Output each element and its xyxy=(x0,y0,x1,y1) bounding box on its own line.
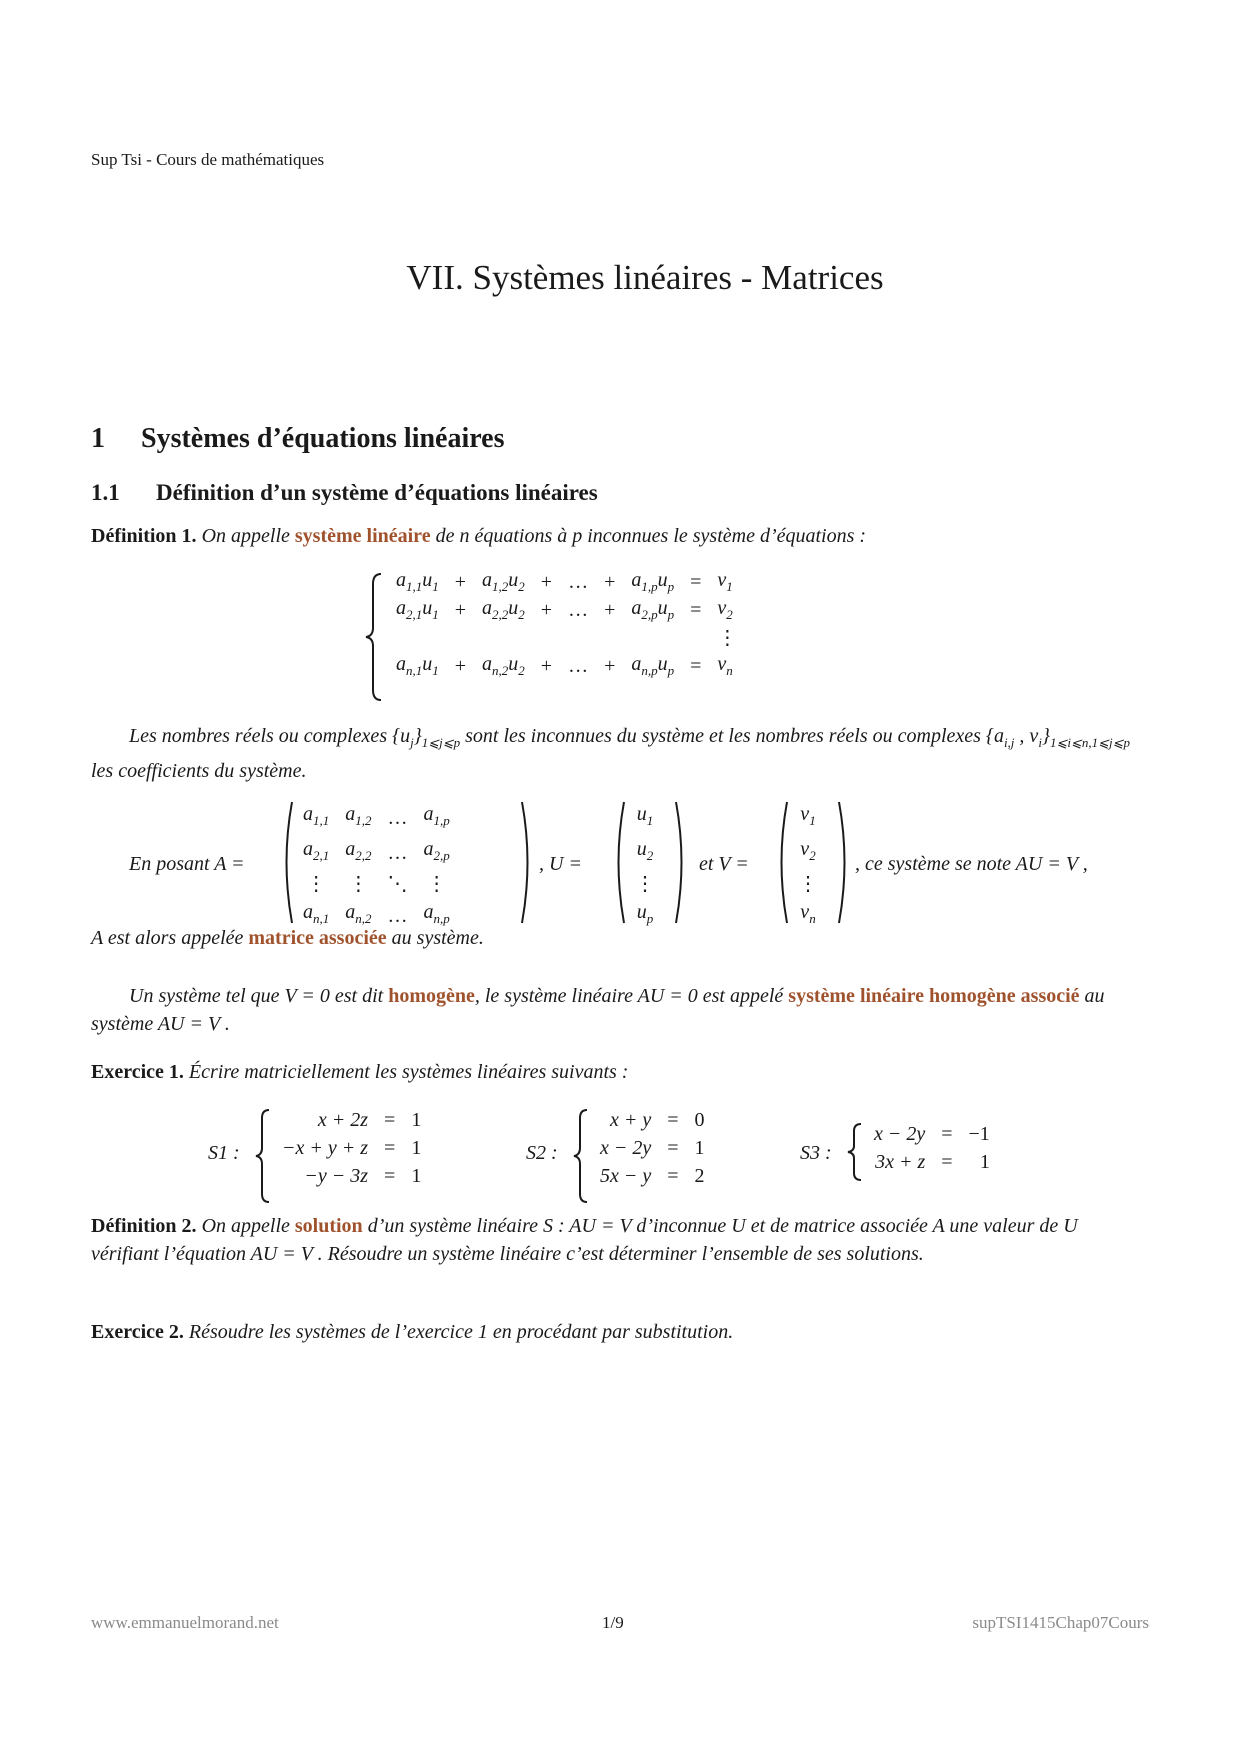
section-number: 1 xyxy=(91,423,105,454)
term-a11u1: $a_{1,1}u_1$ xyxy=(396,569,439,594)
definition-2: Définition 2. On appelle solution d’un système linéaire S : AU = V d’inconnue U et de matrice associée A une valeur de U vérifiant l’équation AU = V . Résoudre un système linéaire c’est déterminer l’ensemble de ses solutions. xyxy=(91,1215,1078,1265)
subsection-heading xyxy=(91,480,598,506)
exercise-label: Exercice 2. xyxy=(91,1321,184,1343)
term-a1pup: $a_{1,p}u_p$ xyxy=(631,569,675,594)
keyword-homogene: homogène xyxy=(388,985,475,1007)
exercise-1: Exercice 1. Écrire matriciellement les systèmes linéaires suivants : xyxy=(91,1061,629,1083)
section-title: Systèmes d’équations linéaires xyxy=(141,423,505,454)
subsection-title: Définition d’un système d’équations linéaires xyxy=(156,480,598,505)
system-row-2: $a_{2,1}u_1$ + $a_{2,2}u_2$ + … + $a_{2,p}u_p$ = $v_2$ xyxy=(396,597,733,622)
running-header: Sup Tsi - Cours de mathématiques xyxy=(91,150,325,169)
definition-label: Définition 2. xyxy=(91,1215,197,1237)
footer-website: www.emmanuelmorand.net xyxy=(91,1613,279,1632)
term-a12u2: $a_{1,2}u_2$ xyxy=(482,569,525,594)
vector-V-entries: $v_1$ $v_2$ ⋮ $v_n$ xyxy=(798,803,818,926)
en-posant-label: En posant A = xyxy=(129,853,245,875)
ellipsis: … xyxy=(568,570,589,593)
keyword-systeme-homogene-associe: système linéaire homogène associé xyxy=(788,985,1080,1007)
system-row-vdots: ⋮ xyxy=(717,627,738,649)
keyword-matrice-associee: matrice associée xyxy=(248,927,387,949)
system-S3-table: x − 2y = −1 3x + z = 1 xyxy=(874,1122,990,1173)
system-row-n: $a_{n,1}u_1$ + $a_{n,2}u_2$ + … + $a_{n,p}u_p$ = $v_n$ xyxy=(396,653,733,678)
matrix-A-entries: $a_{1,1}$ $a_{1,2}$ … $a_{1,p}$ $a_{2,1}$ $a_{2,2}$ … $a_{2,p}$ ⋮ ⋮ ⋱ ⋮ $a_{n,1}$ $a_{n,2}$ … $a_{n,p}$ xyxy=(303,803,450,927)
system-row-1: $a_{1,1}u_1$ + $a_{1,2}u_2$ + … + $a_{1,p}u_p$ = $v_1$ xyxy=(388,568,745,596)
system-S2-table: x + y = 0 x − 2y = 1 5x − y = 2 xyxy=(600,1108,705,1187)
footer-page-number: 1/9 xyxy=(602,1613,624,1632)
right-paren xyxy=(519,800,535,925)
keyword-solution: solution xyxy=(294,1215,363,1237)
paragraph-matrices xyxy=(91,800,1149,930)
system-S3-name: S3 : xyxy=(800,1142,832,1164)
section-heading xyxy=(91,423,505,455)
rhs-v1: $v_1$ xyxy=(717,569,733,594)
left-brace xyxy=(364,572,384,702)
vector-U-entries: $u_1$ $u_2$ ⋮ $u_p$ xyxy=(635,803,655,926)
u-label: , U = xyxy=(539,853,582,875)
chapter-title: VII. Systèmes linéaires - Matrices xyxy=(406,258,884,297)
v-label: et V = xyxy=(699,853,749,875)
left-paren xyxy=(279,800,295,925)
system-S1-table: x + 2z = 1 −x + y + z = 1 −y − 3z = 1 xyxy=(282,1108,422,1187)
footer-file-id: supTSI1415Chap07Cours xyxy=(972,1613,1149,1632)
exercise-2: Exercice 2. Résoudre les systèmes de l’exercice 1 en procédant par substitution. xyxy=(91,1321,734,1343)
matrix-associee-line: A est alors appelée matrice associée au système. xyxy=(91,927,484,949)
definition-text-after: de n équations à p inconnues le système d’équations : xyxy=(435,525,867,547)
definition-1 xyxy=(91,522,1149,550)
definition-text-before: On appelle xyxy=(201,525,290,547)
paragraph-homogeneous: Un système tel que V = 0 est dit homogène, le système linéaire AU = 0 est appelé système linéaire homogène associé au système AU = V . xyxy=(91,985,1105,1035)
system-notation: , ce système se note AU = V , xyxy=(855,853,1088,875)
system-S2-name: S2 : xyxy=(526,1142,558,1164)
definition-label: Définition 1. xyxy=(91,525,197,547)
system-S1-name: S1 : xyxy=(208,1142,240,1164)
subsection-number: 1.1 xyxy=(91,480,120,505)
keyword-systeme-lineaire: système linéaire xyxy=(294,525,431,547)
system-table xyxy=(388,568,745,680)
exercise-label: Exercice 1. xyxy=(91,1061,184,1083)
paragraph-unknowns: Les nombres réels ou complexes $\{u_j\}_{1⩽j⩽p}$ sont les inconnues du système et les nombres réels ou complexes {$a_{i,j}$ , $v_i\}_{1⩽i⩽n,1⩽j⩽p}$ les coefficients du système. xyxy=(91,725,1130,782)
